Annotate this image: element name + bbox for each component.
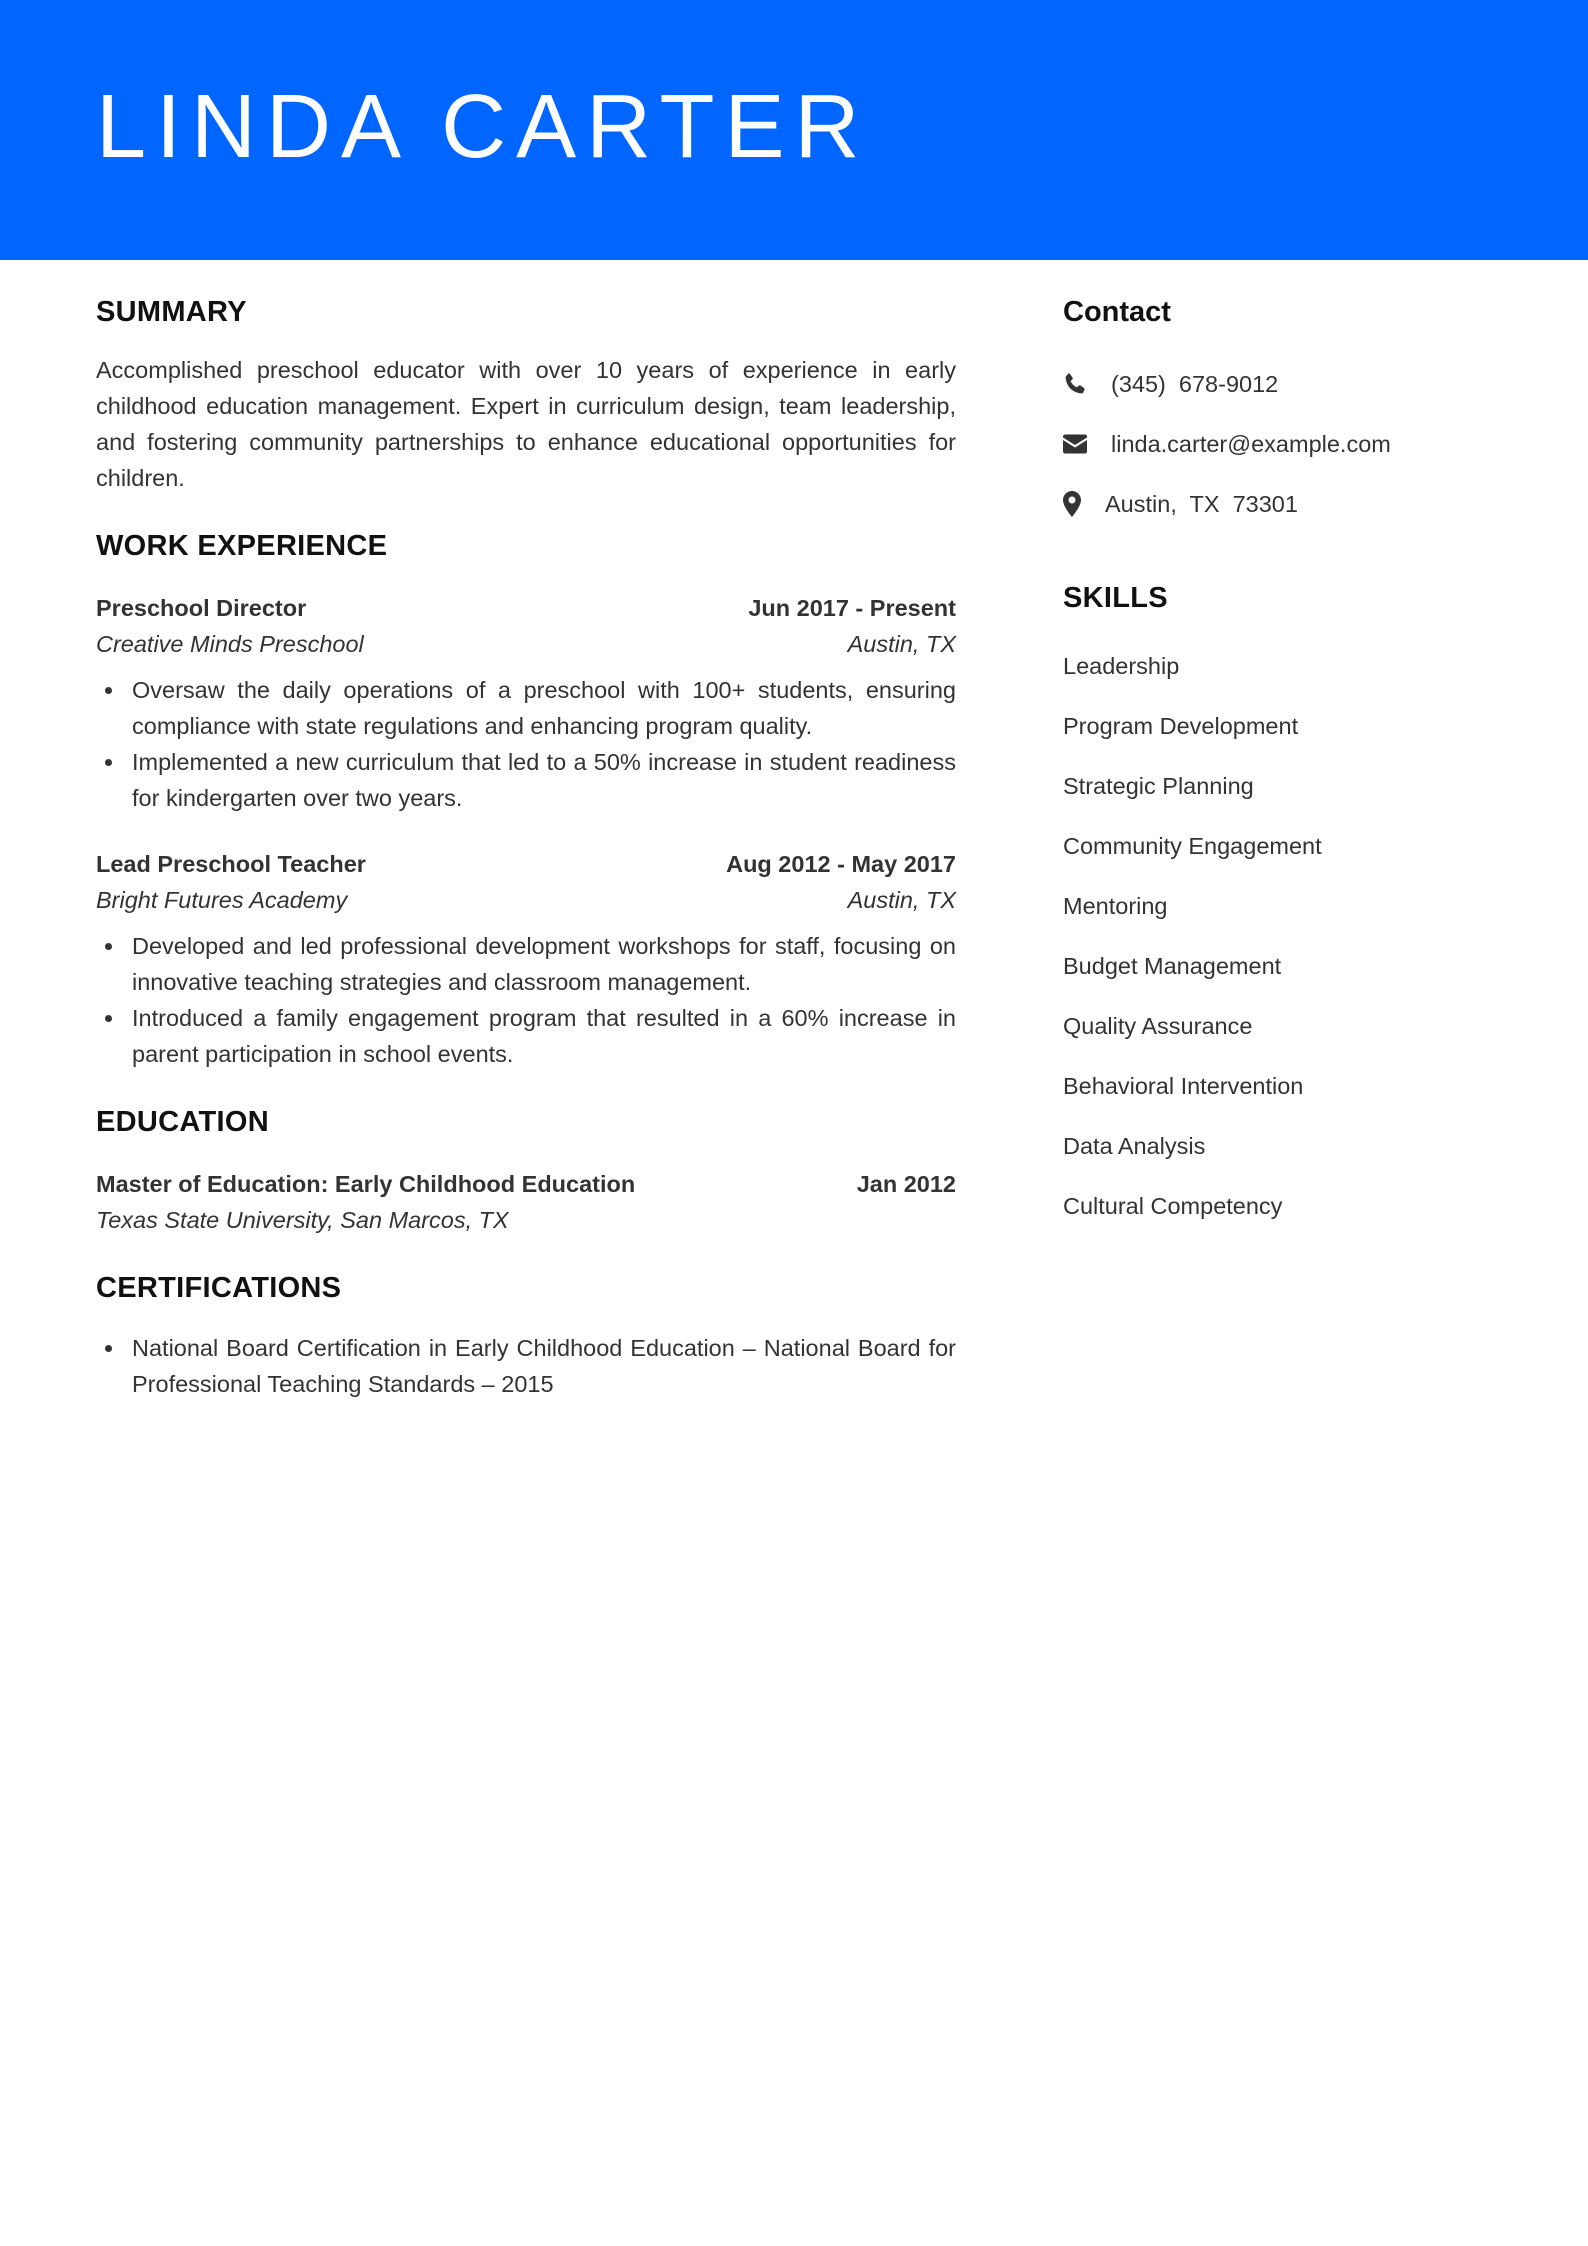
summary-text: Accomplished preschool educator with over 10 years of experience in early childhood education management. Expert in curriculum design, team leadership, and fostering community partnerships to enhance educational opportunities for children. (96, 357, 956, 491)
header-banner (0, 0, 1588, 260)
skill-item: Community Engagement (1063, 833, 1322, 859)
job-entry (96, 846, 956, 1072)
job-location: Austin, TX (847, 887, 956, 913)
contact-email (1063, 414, 1503, 474)
contact-phone-text: (345) 678-9012 (1111, 370, 1279, 397)
contact-list (1063, 354, 1503, 534)
contact-section (1063, 292, 1503, 534)
job-bullets (96, 928, 956, 1072)
skill-item: Data Analysis (1063, 1133, 1206, 1159)
education-degree: Master of Education: Early Childhood Education (96, 1171, 636, 1197)
contact-heading: Contact (1063, 296, 1171, 328)
job-role: Preschool Director (96, 595, 307, 621)
summary-section (96, 292, 956, 496)
skills-list (1063, 636, 1503, 1236)
job-bullet: Oversaw the daily operations of a preschool with 100+ students, ensuring compliance with state regulations and enhancing program quality. (132, 672, 956, 744)
job-location: Austin, TX (847, 631, 956, 657)
education-section (96, 1102, 956, 1238)
job-company: Creative Minds Preschool (96, 631, 364, 657)
skill-item: Program Development (1063, 713, 1299, 739)
certification-list (96, 1330, 956, 1402)
education-date: Jan 2012 (856, 1171, 956, 1197)
skill-item: Behavioral Intervention (1063, 1073, 1304, 1099)
job-bullets (96, 672, 956, 816)
map-marker-icon (1063, 491, 1105, 517)
contact-phone (1063, 354, 1503, 414)
certification-item: National Board Certification in Early Childhood Education – National Board for Professional Teaching Standards – 2015 (132, 1330, 956, 1402)
job-company: Bright Futures Academy (96, 887, 348, 913)
summary-heading: SUMMARY (96, 296, 247, 328)
contact-location-text: Austin, TX 73301 (1105, 490, 1298, 517)
experience-section (96, 526, 956, 1072)
candidate-name: LINDA CARTER (96, 77, 870, 177)
skills-heading: SKILLS (1063, 582, 1168, 614)
certifications-section (96, 1268, 956, 1402)
envelope-icon (1063, 434, 1111, 454)
job-dates: Jun 2017 - Present (748, 595, 956, 621)
skill-item: Budget Management (1063, 953, 1282, 979)
job-bullet: Introduced a family engagement program that resulted in a 60% increase in parent participation in school events. (132, 1000, 956, 1072)
contact-location (1063, 474, 1503, 534)
education-school: Texas State University, San Marcos, TX (96, 1207, 509, 1233)
contact-email-text: linda.carter@example.com (1111, 430, 1391, 457)
education-entry (96, 1166, 956, 1238)
job-bullet: Developed and led professional development workshops for staff, focusing on innovative teaching strategies and classroom management. (132, 928, 956, 1000)
job-entry (96, 590, 956, 816)
job-role: Lead Preschool Teacher (96, 851, 366, 877)
skills-section (1063, 578, 1503, 1236)
phone-icon (1063, 372, 1111, 396)
job-bullet: Implemented a new curriculum that led to a 50% increase in student readiness for kindergarten over two years. (132, 744, 956, 816)
education-heading: EDUCATION (96, 1106, 269, 1138)
skill-item: Strategic Planning (1063, 773, 1254, 799)
sidebar-column (1063, 292, 1503, 1236)
job-dates: Aug 2012 - May 2017 (726, 851, 956, 877)
experience-heading: WORK EXPERIENCE (96, 530, 388, 562)
skill-item: Mentoring (1063, 893, 1168, 919)
skill-item: Leadership (1063, 653, 1180, 679)
skill-item: Cultural Competency (1063, 1193, 1283, 1219)
certifications-heading: CERTIFICATIONS (96, 1272, 342, 1304)
main-column (96, 292, 956, 1402)
skill-item: Quality Assurance (1063, 1013, 1253, 1039)
